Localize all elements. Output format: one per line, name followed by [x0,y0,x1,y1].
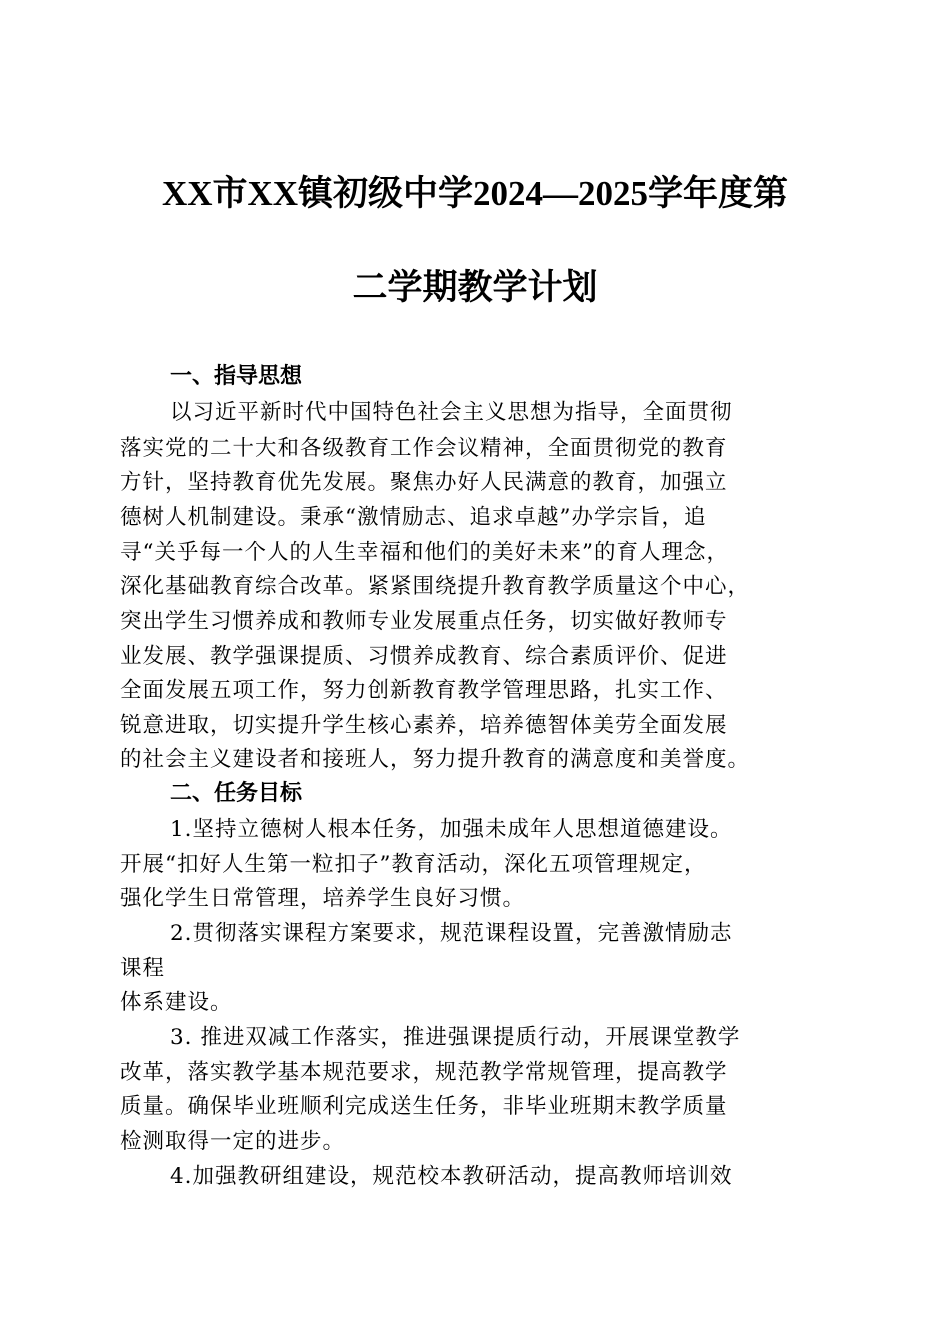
paragraph-line: 1.坚持立德树人根本任务，加强未成年人思想道德建设。 [170,817,733,842]
document-title-line-2: 二学期教学计划 [352,268,598,307]
section-heading-guiding-ideology: 一、指导思想 [170,364,303,389]
paragraph-line: 4.加强教研组建设，规范校本教研活动，提高教师培训效 [170,1164,733,1189]
paragraph-line: 以习近平新时代中国特色社会主义思想为指导，全面贯彻 [170,400,733,425]
paragraph-line: 开展“扣好人生第一粒扣子”教育活动，深化五项管理规定， [120,852,707,877]
paragraph-line: 2.贯彻落实课程方案要求，规范课程设置，完善激情励志 [170,921,733,946]
paragraph-line: 3. 推进双减工作落实，推进强课提质行动，开展课堂教学 [170,1025,741,1050]
paragraph-line: 方针，坚持教育优先发展。聚焦办好人民满意的教育，加强立 [120,470,728,495]
paragraph-line: 寻“关乎每一个人的人生幸福和他们的美好未来”的育人理念， [120,540,729,565]
paragraph-line: 锐意进取，切实提升学生核心素养，培养德智体美劳全面发展 [120,713,728,738]
paragraph-line: 突出学生习惯养成和教师专业发展重点任务，切实做好教师专 [120,609,728,634]
paragraph-line: 课程 [120,956,166,981]
paragraph-line: 德树人机制建设。秉承“激情励志、追求卓越”办学宗旨，追 [120,505,707,530]
paragraph-line: 质量。确保毕业班顺利完成送生任务，非毕业班期末教学质量 [120,1094,728,1119]
paragraph-line: 检测取得一定的进步。 [120,1129,346,1154]
paragraph-line: 改革，落实教学基本规范要求，规范教学常规管理，提高教学 [120,1060,728,1085]
paragraph-line: 落实党的二十大和各级教育工作会议精神，全面贯彻党的教育 [120,436,728,461]
paragraph-line: 体系建设。 [120,990,233,1015]
paragraph-line: 全面发展五项工作，努力创新教育教学管理思路，扎实工作、 [120,678,728,703]
paragraph-line: 业发展、教学强课提质、习惯养成教育、综合素质评价、促进 [120,644,728,669]
paragraph-line: 强化学生日常管理，培养学生良好习惯。 [120,886,526,911]
paragraph-line: 深化基础教育综合改革。紧紧围绕提升教育教学质量这个中心， [120,574,751,599]
section-heading-task-goals: 二、任务目标 [170,781,303,806]
document-title-line-1: XX市XX镇初级中学2024—2025学年度第 [161,174,789,213]
paragraph-line: 的社会主义建设者和接班人，努力提升教育的满意度和美誉度。 [120,747,751,772]
